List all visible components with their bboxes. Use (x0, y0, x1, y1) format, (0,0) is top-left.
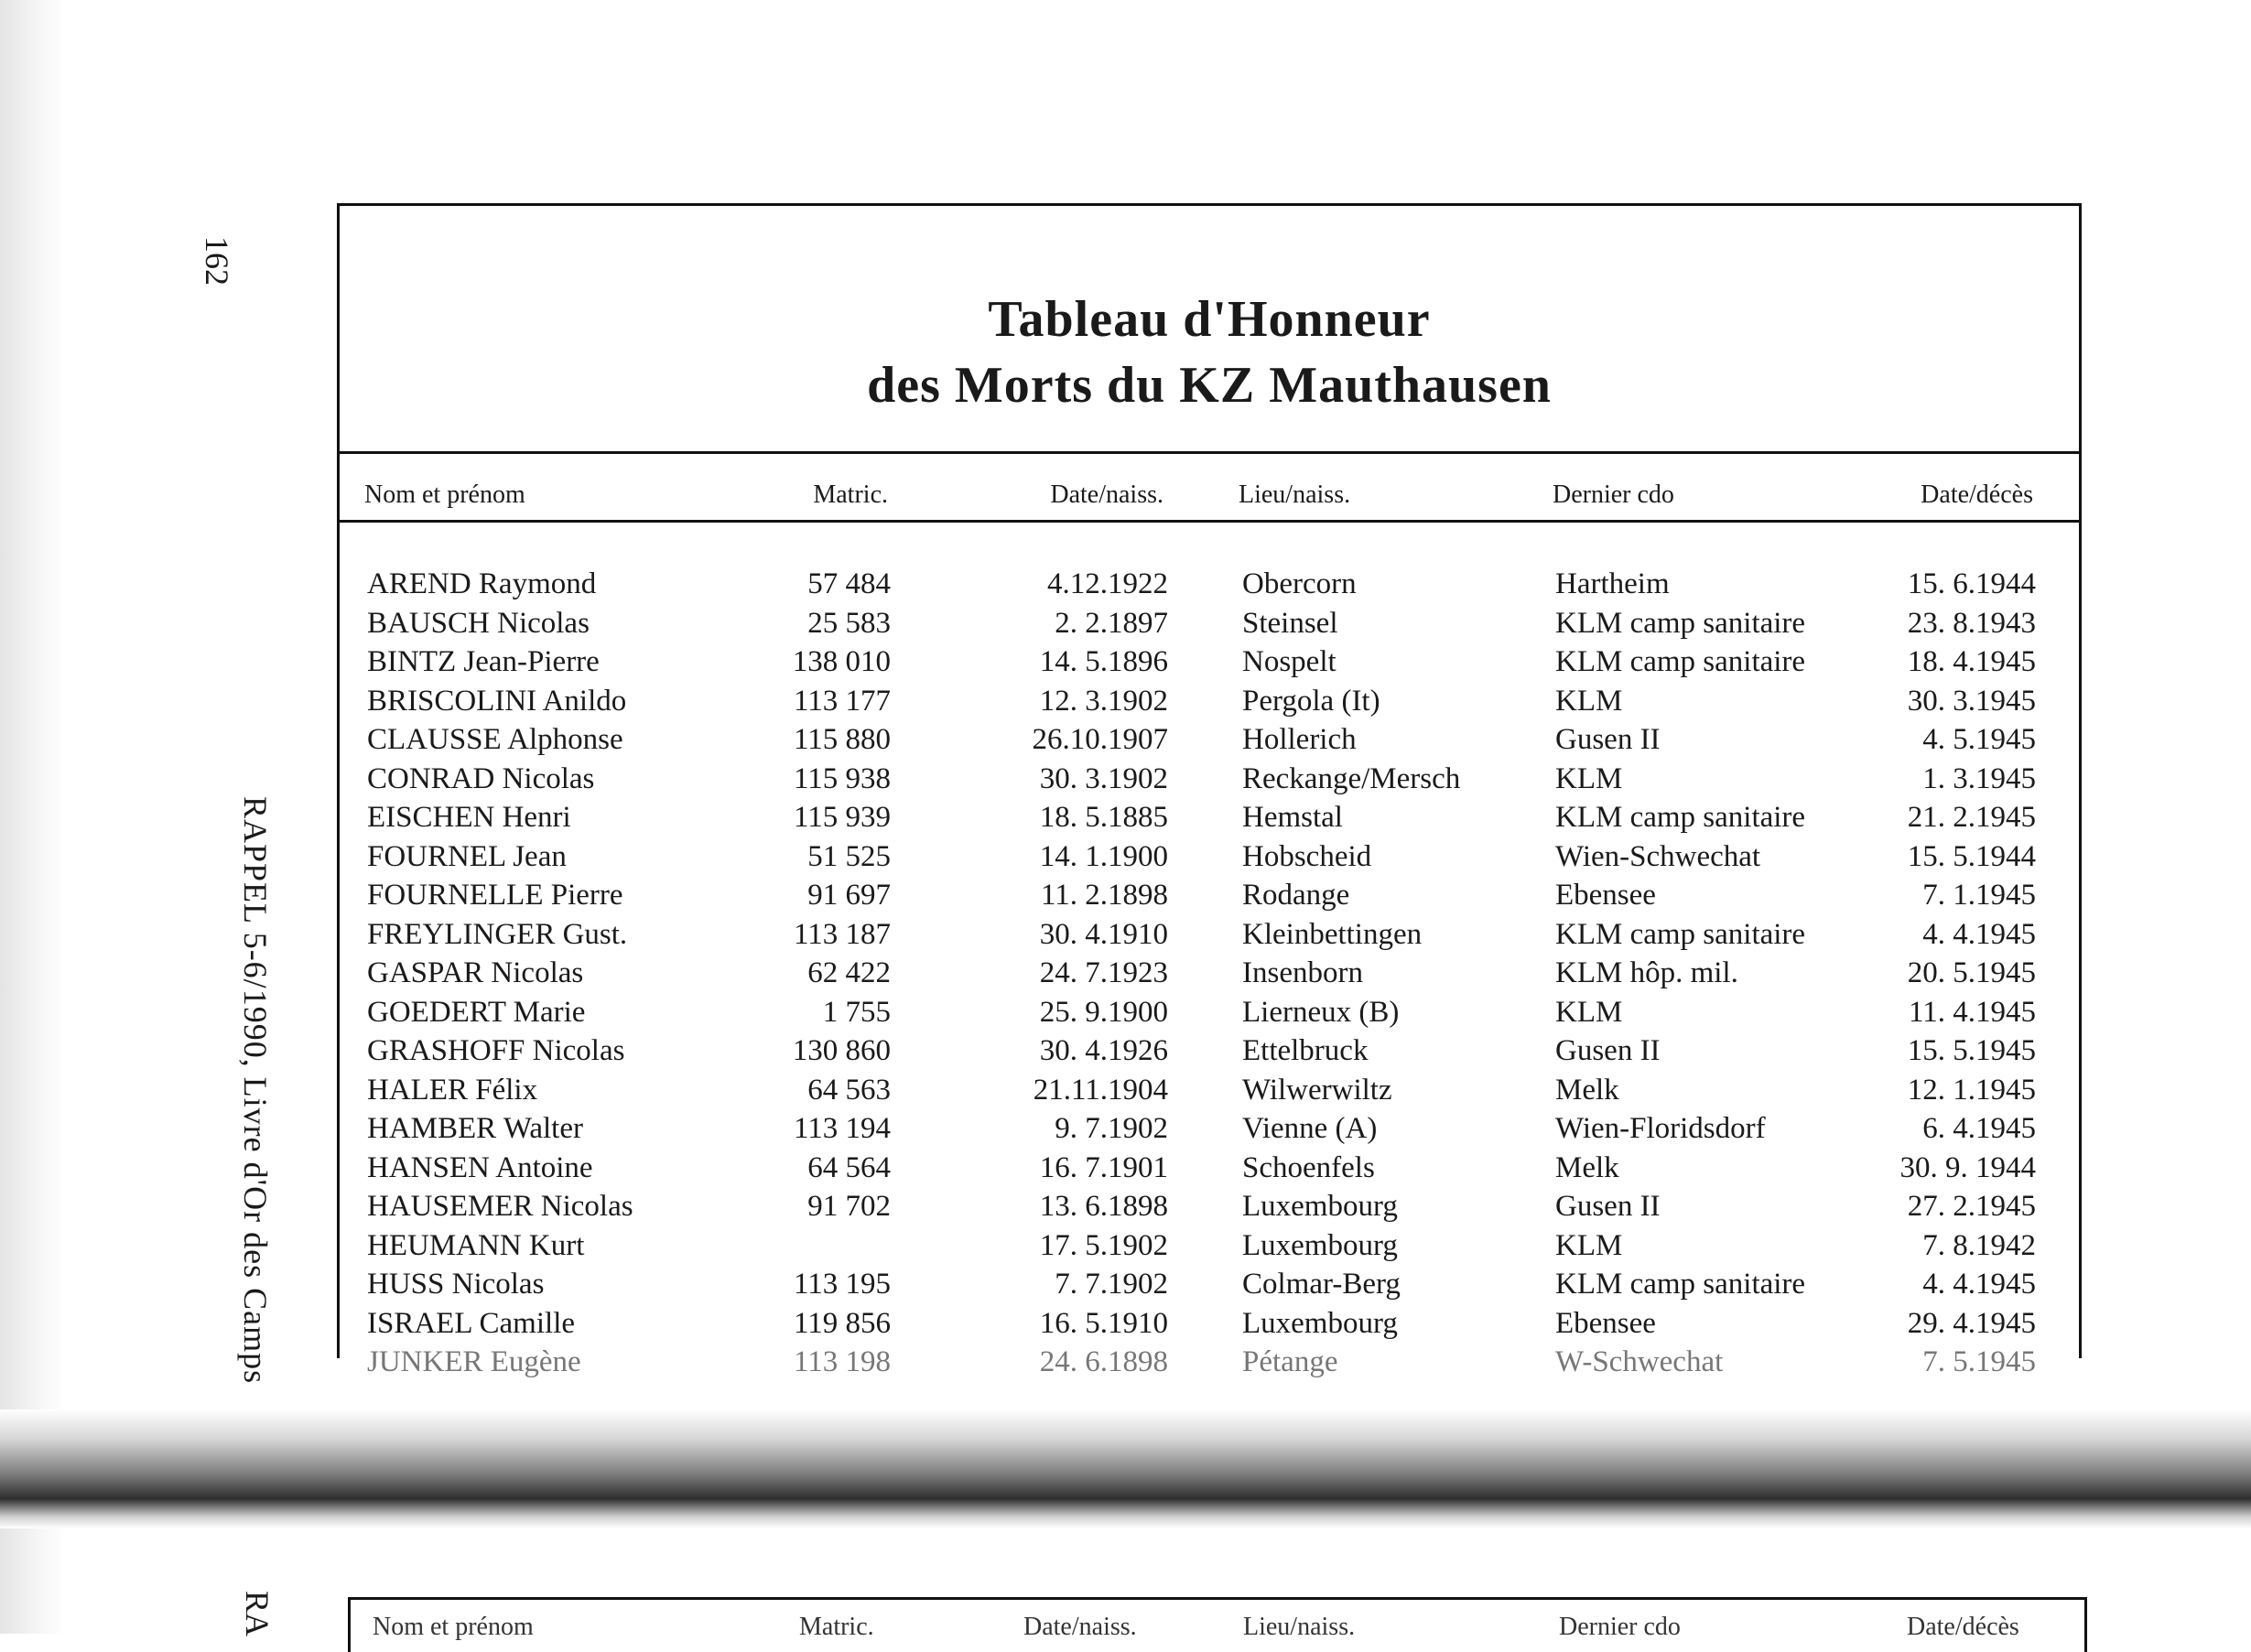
cell-last-cdo: Gusen II (1555, 1034, 1661, 1067)
table-row (340, 1151, 2079, 1191)
next-column-header-birth-date: Date/naiss. (1023, 1613, 1137, 1641)
cell-birth-place: Steinsel (1242, 606, 1338, 640)
cell-birth-date: 4.12.1922 (1047, 567, 1168, 600)
cell-name: AREND Raymond (367, 567, 597, 600)
cell-matric: 51 525 (807, 839, 891, 873)
cell-matric: 62 422 (807, 956, 891, 989)
cell-name: HAMBER Walter (367, 1112, 583, 1145)
cell-birth-date: 17. 5.1902 (1039, 1228, 1168, 1262)
cell-matric: 64 564 (807, 1150, 891, 1184)
table-body (340, 567, 2079, 1385)
cell-matric: 113 177 (793, 684, 891, 718)
cell-matric: 91 702 (807, 1190, 891, 1223)
cell-birth-date: 7. 7.1902 (1055, 1268, 1168, 1301)
table-row (340, 685, 2079, 724)
cell-name: ISRAEL Camille (367, 1306, 576, 1340)
cell-death-date: 30. 3.1945 (1907, 684, 2036, 718)
cell-name: HANSEN Antoine (367, 1150, 593, 1184)
cell-death-date: 4. 5.1945 (1922, 723, 2036, 756)
cell-birth-place: Pergola (It) (1242, 684, 1380, 718)
cell-death-date: 18. 4.1945 (1907, 645, 2036, 678)
table-row (340, 840, 2079, 880)
cell-last-cdo: KLM hôp. mil. (1555, 956, 1738, 989)
cell-name: BRISCOLINI Anildo (367, 684, 627, 718)
cell-name: FOURNELLE Pierre (367, 879, 623, 912)
cell-death-date: 4. 4.1945 (1922, 917, 2036, 951)
cell-birth-date: 14. 1.1900 (1039, 839, 1168, 873)
column-header-birth-place: Lieu/naiss. (1239, 480, 1351, 509)
header-rule-top (340, 451, 2079, 454)
cell-death-date: 15. 6.1944 (1907, 567, 2036, 600)
cell-death-date: 15. 5.1945 (1907, 1034, 2036, 1067)
table-row (340, 918, 2079, 957)
side-caption-next-page: RA (239, 1591, 276, 1637)
header-rule-bottom (340, 520, 2079, 523)
cell-birth-place: Rodange (1242, 879, 1350, 912)
cell-name: CLAUSSE Alphonse (367, 723, 623, 756)
cell-birth-place: Luxembourg (1242, 1306, 1398, 1340)
cell-last-cdo: Melk (1555, 1150, 1619, 1184)
cell-birth-place: Reckange/Mersch (1242, 761, 1461, 795)
cell-birth-place: Nospelt (1242, 645, 1337, 678)
cell-matric: 1 755 (822, 995, 891, 1029)
cell-death-date: 12. 1.1945 (1907, 1073, 2036, 1107)
cell-birth-place: Luxembourg (1242, 1228, 1398, 1262)
cell-name: EISCHEN Henri (367, 801, 571, 834)
column-header-name: Nom et prénom (364, 480, 525, 509)
cell-birth-place: Colmar-Berg (1242, 1268, 1401, 1301)
cell-birth-date: 26.10.1907 (1032, 723, 1168, 756)
cell-death-date: 20. 5.1945 (1907, 956, 2036, 989)
cell-matric: 64 563 (807, 1073, 891, 1107)
cell-last-cdo: KLM (1555, 995, 1623, 1029)
cell-birth-date: 11. 2.1898 (1040, 879, 1168, 912)
cell-last-cdo: KLM (1555, 684, 1623, 718)
cell-birth-place: Luxembourg (1242, 1190, 1398, 1223)
cell-death-date: 30. 9. 1944 (1899, 1150, 2036, 1184)
next-column-header-birth-place: Lieu/naiss. (1243, 1613, 1356, 1641)
cell-last-cdo: KLM camp sanitaire (1555, 606, 1806, 640)
cell-birth-place: Ettelbruck (1242, 1034, 1369, 1067)
cell-birth-date: 9. 7.1902 (1055, 1112, 1168, 1145)
cell-death-date: 7. 1.1945 (1922, 879, 2036, 912)
table-row (340, 1034, 2079, 1074)
cell-birth-date: 12. 3.1902 (1039, 684, 1168, 718)
cell-birth-place: Kleinbettingen (1242, 917, 1423, 951)
cell-name: HALER Félix (367, 1073, 538, 1107)
cell-birth-place: Hemstal (1242, 801, 1343, 834)
cell-last-cdo: Hartheim (1555, 567, 1670, 600)
column-header-matric: Matric. (813, 480, 888, 509)
cell-name: GOEDERT Marie (367, 995, 586, 1029)
cell-name: BAUSCH Nicolas (367, 606, 590, 640)
cell-birth-place: Wilwerwiltz (1242, 1073, 1392, 1107)
cell-birth-date: 14. 5.1896 (1039, 645, 1168, 678)
cell-death-date: 11. 4.1945 (1908, 995, 2036, 1029)
cell-matric: 115 938 (793, 761, 891, 795)
cell-birth-date: 30. 3.1902 (1039, 761, 1168, 795)
cell-death-date: 7. 5.1945 (1922, 1345, 2036, 1378)
cell-matric: 115 939 (793, 801, 891, 834)
next-column-header-death-date: Date/décès (1907, 1613, 2019, 1641)
next-column-header-last-cdo: Dernier cdo (1559, 1613, 1681, 1641)
next-page-table (348, 1597, 2087, 1652)
cell-birth-place: Hollerich (1242, 723, 1357, 756)
cell-death-date: 6. 4.1945 (1922, 1112, 2036, 1145)
cell-death-date: 1. 3.1945 (1922, 761, 2036, 795)
cell-name: HUSS Nicolas (367, 1268, 545, 1301)
table-row (340, 996, 2079, 1035)
table-row (340, 1190, 2079, 1229)
side-caption: RAPPEL 5-6/1990, Livre d'Or des Camps (237, 796, 274, 1385)
cell-last-cdo: Wien-Schwechat (1555, 839, 1761, 873)
cell-birth-date: 25. 9.1900 (1039, 995, 1168, 1029)
table-row (340, 567, 2079, 607)
cell-name: HAUSEMER Nicolas (367, 1190, 633, 1223)
table-row (340, 879, 2079, 918)
cell-death-date: 15. 5.1944 (1907, 839, 2036, 873)
cell-birth-date: 30. 4.1926 (1039, 1034, 1168, 1067)
cell-matric: 113 195 (793, 1268, 891, 1301)
cell-last-cdo: KLM (1555, 1228, 1623, 1262)
cell-last-cdo: KLM camp sanitaire (1555, 1268, 1806, 1301)
cell-birth-place: Hobscheid (1242, 839, 1372, 873)
cell-birth-place: Obercorn (1242, 567, 1357, 600)
cell-death-date: 29. 4.1945 (1907, 1306, 2036, 1340)
cell-last-cdo: KLM camp sanitaire (1555, 917, 1806, 951)
cell-last-cdo: KLM camp sanitaire (1555, 645, 1806, 678)
title-line-1: Tableau d'Honneur (988, 291, 1431, 348)
honour-table (337, 203, 2082, 1378)
table-row (340, 956, 2079, 996)
table-row (340, 1268, 2079, 1307)
cell-name: BINTZ Jean-Pierre (367, 645, 600, 678)
column-header-death-date: Date/décès (1921, 480, 2033, 509)
page-edge-shadow (0, 0, 64, 1634)
cell-name: JUNKER Eugène (367, 1345, 581, 1378)
cell-name: FREYLINGER Gust. (367, 917, 628, 951)
table-row (340, 1345, 2079, 1385)
cell-matric: 91 697 (807, 879, 891, 912)
cell-birth-date: 21.11.1904 (1033, 1073, 1168, 1107)
next-column-header-name: Nom et prénom (373, 1613, 534, 1641)
table-row (340, 1112, 2079, 1151)
table-row (340, 723, 2079, 762)
book-gutter-shadow (0, 1409, 2251, 1528)
cell-last-cdo: KLM (1555, 761, 1623, 795)
table-row (340, 1229, 2079, 1269)
cell-matric: 113 187 (793, 917, 891, 951)
cell-birth-place: Schoenfels (1242, 1150, 1375, 1184)
cell-birth-place: Lierneux (B) (1242, 995, 1400, 1029)
cell-birth-date: 24. 6.1898 (1039, 1345, 1168, 1378)
cell-matric: 138 010 (792, 645, 891, 678)
cell-birth-date: 2. 2.1897 (1055, 606, 1168, 640)
table-row (340, 762, 2079, 802)
cell-name: GRASHOFF Nicolas (367, 1034, 625, 1067)
cell-birth-date: 18. 5.1885 (1039, 801, 1168, 834)
cell-birth-date: 30. 4.1910 (1039, 917, 1168, 951)
cell-last-cdo: Gusen II (1555, 1190, 1661, 1223)
cell-birth-date: 13. 6.1898 (1039, 1190, 1168, 1223)
cell-last-cdo: Ebensee (1555, 879, 1656, 912)
cell-death-date: 23. 8.1943 (1907, 606, 2036, 640)
cell-matric: 130 860 (792, 1034, 891, 1067)
cell-last-cdo: KLM camp sanitaire (1555, 801, 1806, 834)
cell-matric: 119 856 (793, 1306, 891, 1340)
cell-birth-date: 24. 7.1923 (1039, 956, 1168, 989)
cell-birth-date: 16. 5.1910 (1039, 1306, 1168, 1340)
cell-last-cdo: W-Schwechat (1555, 1345, 1724, 1378)
cell-birth-place: Vienne (A) (1242, 1112, 1378, 1145)
cell-last-cdo: Ebensee (1555, 1306, 1656, 1340)
cell-matric: 115 880 (793, 723, 891, 756)
cell-name: CONRAD Nicolas (367, 761, 595, 795)
cell-name: HEUMANN Kurt (367, 1228, 585, 1262)
table-row (340, 607, 2079, 646)
table-title (340, 286, 2079, 418)
cell-name: GASPAR Nicolas (367, 956, 584, 989)
cell-birth-place: Pétange (1242, 1345, 1338, 1378)
cell-death-date: 21. 2.1945 (1907, 801, 2036, 834)
cell-last-cdo: Wien-Floridsdorf (1555, 1112, 1766, 1145)
next-column-header-matric: Matric. (799, 1613, 874, 1641)
column-header-last-cdo: Dernier cdo (1553, 480, 1674, 509)
cell-death-date: 4. 4.1945 (1922, 1268, 2036, 1301)
table-row (340, 1307, 2079, 1346)
cell-death-date: 27. 2.1945 (1907, 1190, 2036, 1223)
title-line-2: des Morts du KZ Mauthausen (867, 357, 1552, 414)
cell-matric: 113 198 (793, 1345, 891, 1378)
cell-name: FOURNEL Jean (367, 839, 567, 873)
table-row (340, 1074, 2079, 1113)
table-row (340, 645, 2079, 685)
cell-matric: 57 484 (807, 567, 891, 600)
cell-matric: 113 194 (793, 1112, 891, 1145)
cell-birth-place: Insenborn (1242, 956, 1363, 989)
table-row (340, 801, 2079, 840)
cell-matric: 25 583 (807, 606, 891, 640)
cell-death-date: 7. 8.1942 (1922, 1228, 2036, 1262)
column-header-birth-date: Date/naiss. (1050, 480, 1163, 509)
cell-birth-date: 16. 7.1901 (1039, 1150, 1168, 1184)
page-number: 162 (199, 236, 235, 286)
cell-last-cdo: Gusen II (1555, 723, 1661, 756)
cell-last-cdo: Melk (1555, 1073, 1619, 1107)
